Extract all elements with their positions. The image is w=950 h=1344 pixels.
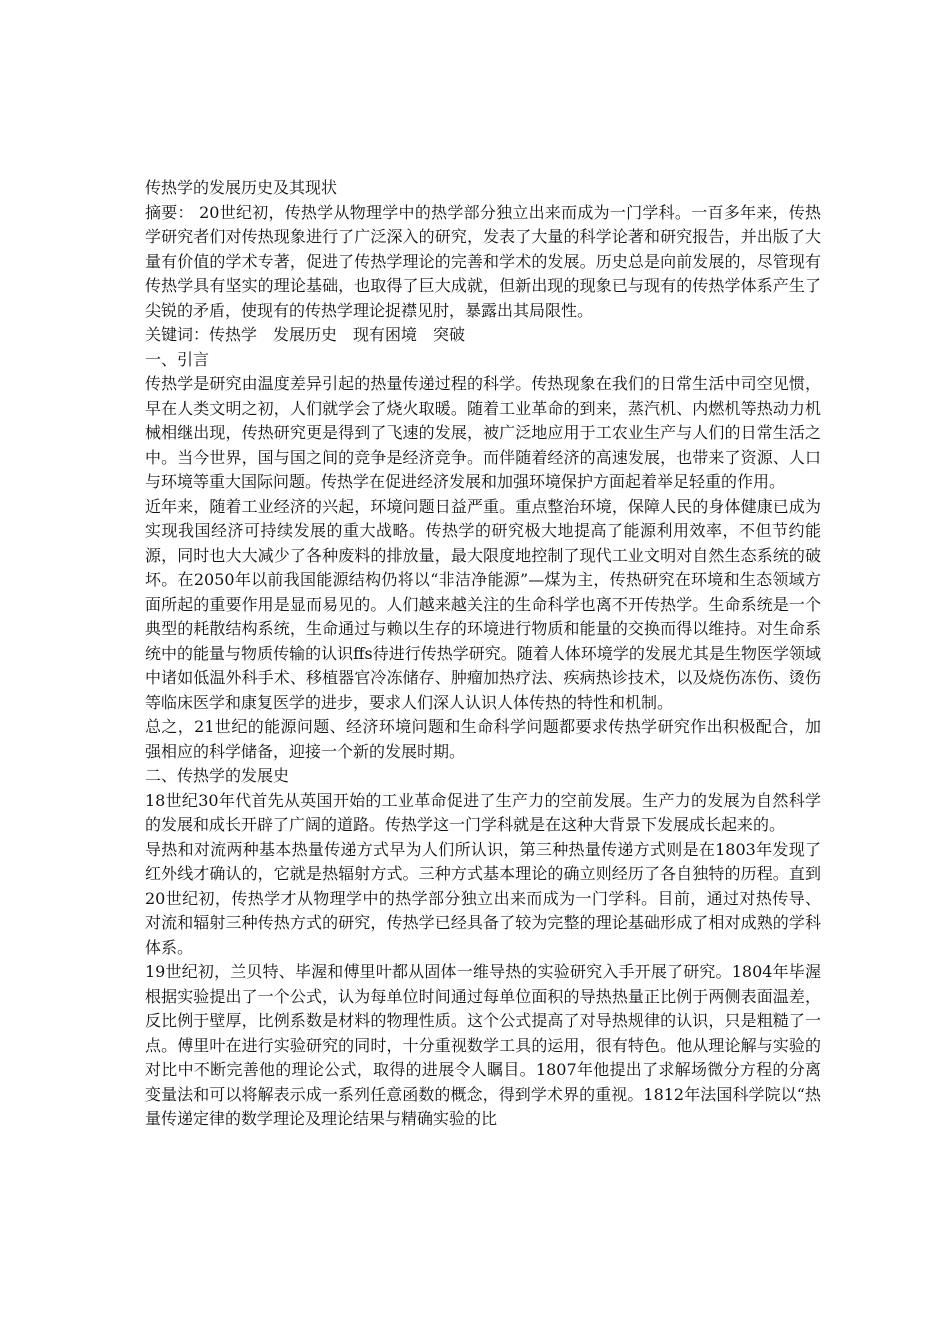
body-paragraph: 总之，21世纪的能源问题、经济环境问题和生命科学问题都要求传热学研究作出积极配合，加强相应的科学储备，迎接一个新的发展时期。 bbox=[145, 717, 821, 761]
document-title: 传热学的发展历史及其现状 bbox=[145, 178, 338, 197]
keywords-line: 关键词：传热学 发展历史 现有困境 突破 bbox=[145, 325, 466, 344]
body-paragraph: 近年来，随着工业经济的兴起，环境问题日益严重。重点整治环境，保障人民的身体健康已成为实现我国经济可持续发展的重大战略。传热学的研究极大地提高了能源利用效率，不但节约能源，同时也大大减少了各种废料的排放量，最大限度地控制了现代工业文明对自然生态系统的破坏。在2050年以前我国能源结构仍将以“非洁净能源”—煤为主，传热研究在环境和生态领域方面所起的重要作用是显而易见的。人们越来越关注的生命科学也离不开传热学。生命系统是一个典型的耗散结构系统，生命通过与赖以生存的环境进行物质和能量的交换而得以维持。对生命系统中的能量与物质传输的认识ffs待进行传热学研究。随着人体环境学的发展尤其是生物医学领域中诸如低温外科手术、移植器官冷冻储存、肿瘤加热疗法、疾病热诊技术，以及烧伤冻伤、烫伤等临床医学和康复医学的进步，要求人们深人认识人体传热的特性和机制。 bbox=[145, 496, 821, 712]
section-heading-introduction: 一、引言 bbox=[145, 349, 210, 369]
document-body bbox=[145, 176, 821, 1132]
body-paragraph: 传热学是研究由温度差异引起的热量传递过程的科学。传热现象在我们的日常生活中司空见惯，早在人类文明之初，人们就学会了烧火取暖。随着工业革命的到来，蒸汽机、内燃机等热动力机械相继出现，传热研究更是得到了飞速的发展，被广泛地应用于工农业生产与人们的日常生活之中。当今世界，国与国之间的竞争是经济竞争。而伴随着经济的高速发展，也带来了资源、人口与环境等重大国际问题。传热学在促进经济发展和加强环境保护方面起着举足轻重的作用。 bbox=[145, 374, 821, 491]
section-heading-history: 二、传热学的发展史 bbox=[145, 766, 290, 785]
body-paragraph: 19世纪初，兰贝特、毕渥和傅里叶都从固体一维导热的实验研究入手开展了研究。1804年毕渥根据实验提出了一个公式，认为每单位时间通过每单位面积的导热热量正比例于两侧表面温差，反比例于壁厚，比例系数是材料的物理性质。这个公式提高了对导热规律的认识，只是粗糙了一点。傅里叶在进行实验研究的同时，十分重视数学工具的运用，很有特色。他从理论解与实验的对比中不断完善他的理论公式，取得的进展令人瞩目。1807年他提出了求解场微分方程的分离变量法和可以将解表示成一系列任意函数的概念，得到学术界的重视。1812年法国科学院以“热量传递定律的数学理论及理论结果与精确实验的比 bbox=[145, 962, 821, 1128]
body-paragraph: 18世纪30年代首先从英国开始的工业革命促进了生产力的空前发展。生产力的发展为自然科学的发展和成长开辟了广阔的道路。传热学这一门学科就是在这种大背景下发展成长起来的。 bbox=[145, 790, 821, 834]
abstract-paragraph: 摘要： 20世纪初，传热学从物理学中的热学部分独立出来而成为一门学科。一百多年来，传热学研究者们对传热现象进行了广泛深入的研究，发表了大量的科学论著和研究报告，并出版了大量有价值的学术专著，促进了传热学理论的完善和学术的发展。历史总是向前发展的，尽管现有传热学具有坚实的理论基础，也取得了巨大成就，但新出现的现象已与现有的传热学体系产生了尖锐的矛盾，使现有的传热学理论捉襟见肘，暴露出其局限性。 bbox=[145, 202, 821, 320]
body-paragraph: 导热和对流两种基本热量传递方式早为人们所认识，第三种热量传递方式则是在1803年发现了红外线才确认的，它就是热辐射方式。三种方式基本理论的确立则经历了各自独特的历程。直到20世纪初，传热学才从物理学中的热学部分独立出来而成为一门学科。目前，通过对热传导、对流和辐射三种传热方式的研究，传热学已经具备了较为完整的理论基础形成了相对成熟的学科体系。 bbox=[145, 839, 821, 957]
